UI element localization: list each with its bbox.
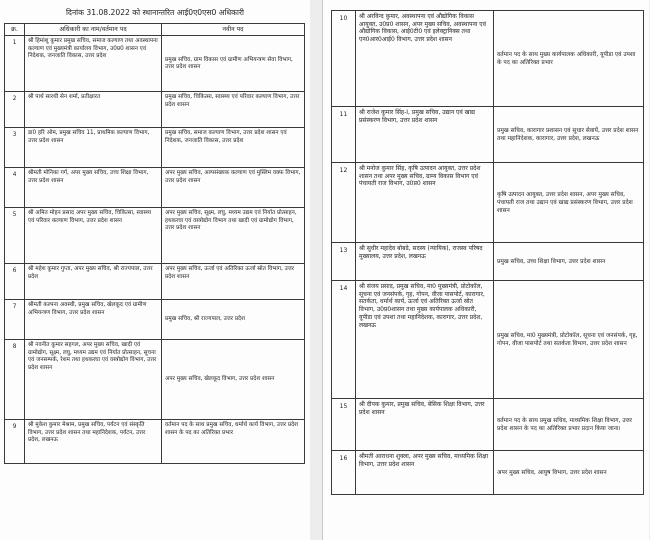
new-post-cell: अपर मुख्य सचिव, खेलकूद विभाग, उत्तर प्रदेश शासन	[162, 340, 305, 420]
table-row	[332, 107, 644, 163]
serial-cell: 16	[332, 451, 356, 495]
serial-cell: 14	[332, 281, 356, 399]
serial-cell: 4	[5, 168, 25, 208]
serial-cell: 12	[332, 163, 356, 243]
new-post-cell: प्रमुख सचिव, समाज कल्याण विभाग, उत्तर प्रदेश शासन एवं निदेशक, जनजाति विकास, उत्तर प्रदेश	[162, 128, 305, 168]
officer-cell: श्रीमती आराधना शुक्ला, अपर मुख्य सचिव, माध्यमिक शिक्षा विभाग, उत्तर प्रदेश शासन	[356, 451, 494, 495]
serial-cell: 2	[5, 92, 25, 128]
header-new-post: नवीन पद	[162, 24, 305, 36]
new-post-cell: अपर मुख्य सचिव, आयुष विभाग, उत्तर प्रदेश शासन	[494, 451, 644, 495]
new-post-cell: प्रमुख सचिव, श्री राज्यपाल, उत्तर प्रदेश	[162, 300, 305, 340]
left-transfer-table	[4, 23, 305, 464]
header-officer: अधिकारी का नाम/वर्तमान पद	[25, 24, 162, 36]
serial-cell: 3	[5, 128, 25, 168]
serial-cell: 15	[332, 399, 356, 451]
officer-cell: श्रीमती कल्पना अवस्थी, प्रमुख सचिव, खेलकूद एवं ग्रामीण अभियन्त्रण विभाग, उत्तर प्रदेश शासन	[25, 300, 162, 340]
new-post-cell: प्रमुख सचिव, चिकित्सा, स्वास्थ्य एवं परिवार कल्याण विभाग, उत्तर प्रदेश शासन	[162, 92, 305, 128]
table-row	[332, 281, 644, 399]
officer-cell: श्री महेश कुमार गुप्ता, अपर मुख्य सचिव, श्री राज्यपाल, उत्तर प्रदेश	[25, 264, 162, 300]
table-row	[5, 300, 305, 340]
table-row	[5, 208, 305, 264]
table-row	[5, 340, 305, 420]
new-post-cell: वर्तमान पद के साथ मुख्य कार्यपालक अधिकारी, यूपीडा एवं उपशा के पद का अतिरिक्त प्रभार	[494, 11, 644, 107]
new-post-cell: अपर मुख्य सचिव, सूक्ष्म, लघु, मध्यम उद्यम एवं निर्यात प्रोत्साहन, हथकरघा एवं वस्त्रोद्योग विभाग तथा खादी एवं ग्रामोद्योग विभाग, उत्तर प्रदेश शासन	[162, 208, 305, 264]
serial-cell: 6	[5, 264, 25, 300]
table-row	[332, 451, 644, 495]
table-header-row	[5, 24, 305, 36]
serial-cell: 11	[332, 107, 356, 163]
table-row	[5, 420, 305, 464]
serial-cell: 8	[5, 340, 25, 420]
right-document-page	[322, 0, 649, 540]
officer-cell: डा0 हरि ओम, प्रमुख सचिव 11, प्राथमिक कल्याण विभाग, उत्तर प्रदेश शासन	[25, 128, 162, 168]
new-post-cell: वर्तमान पद के साथ प्रमुख सचिव, धर्मार्थ कार्य विभाग, उत्तर प्रदेश शासन के पद का अतिरिक्त प्रभार	[162, 420, 305, 464]
document-title: दिनांक 31.08.2022 को स्थानान्तरित आई0ए0एस0 अधिकारी	[65, 8, 245, 17]
new-post-cell: वर्तमान पद के साथ प्रमुख सचिव, माध्यमिक शिक्षा विभाग, उत्तर प्रदेश शासन के पद का अतिरिक्त प्रभार प्रदान किया जाना।	[494, 399, 644, 451]
serial-cell: 5	[5, 208, 25, 264]
new-post-cell: अपर मुख्य सचिव, ऊर्जा एवं अतिरिक्त ऊर्जा स्रोत विभाग, उत्तर प्रदेश शासन	[162, 264, 305, 300]
new-post-cell: कृषि उत्पादन आयुक्त, उत्तर प्रदेश शासन, अपर मुख्य सचिव, पंचायती राज तथा उद्यान एवं खाद्य प्रसंस्करण विभाग, उत्तर प्रदेश शासन	[494, 163, 644, 243]
officer-cell: श्री दीपक कुमार, प्रमुख सचिव, बेसिक शिक्षा विभाग, उत्तर प्रदेश शासन	[356, 399, 494, 451]
right-transfer-table	[331, 10, 644, 495]
officer-cell: श्री पार्थ सारथी सेन शर्मा, प्रतीक्षारत	[25, 92, 162, 128]
officer-cell: श्री राजेश कुमार सिंह-I, प्रमुख सचिव, उद्यान एवं खाद्य प्रसंस्करण विभाग, उत्तर प्रदेश शासन	[356, 107, 494, 163]
officer-cell: श्री नवनीत कुमार सहगल, अपर मुख्य सचिव, खादी एवं ग्रामोद्योग, सूक्ष्म, लघु, मध्यम उद्यम एवं निर्यात प्रोत्साहन, सूचना एवं जनसम्पर्क, रेशम तथा हथकरघा एवं वस्त्रोद्योग विभाग, उत्तर प्रदेश शासन	[25, 340, 162, 420]
table-row	[5, 36, 305, 92]
table-row	[5, 264, 305, 300]
table-row	[5, 128, 305, 168]
serial-cell: 13	[332, 243, 356, 281]
table-row	[332, 243, 644, 281]
table-row	[332, 11, 644, 107]
table-row	[332, 399, 644, 451]
table-row	[5, 92, 305, 128]
officer-cell: श्री संजय प्रसाद, प्रमुख सचिव, मा0 मुख्यमंत्री, प्रोटोकॉल, सूचना एवं जनसंपर्क, गृह, गोपन, वीजा पासपोर्ट, कारागार, सतर्कता, धर्मार्थ कार्य, ऊर्जा एवं अतिरिक्त ऊर्जा स्रोत विभाग, उ0प्र0शासन तथा मुख्य कार्यपालक अधिकारी, यूपीडा एवं उपशा तथा महानिदेशक, कारागार, उत्तर प्रदेश, लखनऊ	[356, 281, 494, 399]
serial-cell: 7	[5, 300, 25, 340]
new-post-cell: प्रमुख सचिव, उच्च शिक्षा विभाग, उत्तर प्रदेश शासन	[494, 243, 644, 281]
officer-cell: श्रीमती मोनिका गर्ग, अपर मुख्य सचिव, उच्च शिक्षा विभाग, उत्तर प्रदेश शासन	[25, 168, 162, 208]
new-post-cell: प्रमुख सचिव, ग्राम विकास एवं ग्रामीण अभियन्त्रण सेवा विभाग, उत्तर प्रदेश शासन	[162, 36, 305, 92]
serial-cell: 1	[5, 36, 25, 92]
left-document-page	[0, 0, 310, 540]
serial-cell: 10	[332, 11, 356, 107]
new-post-cell: अपर मुख्य सचिव, अल्पसंख्यक कल्याण एवं मुस्लिम वक्फ विभाग, उत्तर प्रदेश शासन	[162, 168, 305, 208]
officer-cell: श्री सुधीर महादेव बोबडे, सदस्य (न्यायिक), राजस्व परिषद मुख्यालय, उत्तर प्रदेश, लखनऊ	[356, 243, 494, 281]
officer-cell: श्री अमित मोहन प्रसाद अपर मुख्य सचिव, चिकित्सा, स्वास्थ्य एवं परिवार कल्याण विभाग, उत्तर प्रदेश शासन	[25, 208, 162, 264]
officer-cell: श्री मनोज कुमार सिंह, कृषि उत्पादन आयुक्त, उत्तर प्रदेश शासन तथा अपर मुख्य सचिव, ग्राम्य विकास विभाग एवं पंचायती राज विभाग, उ0प्र0 शासन	[356, 163, 494, 243]
table-row	[5, 168, 305, 208]
officer-cell: श्री हिमांशु कुमार प्रमुख सचिव, समाज कल्याण तथा अवस्थापना कल्याण एवं मुख्यमंत्री कार्यालय विभाग, उ0प्र0 शासन एवं निदेशक, जनजाति विकास, उत्तर प्रदेश	[25, 36, 162, 92]
new-post-cell: प्रमुख सचिव, मा0 मुख्यमंत्री, प्रोटोकॉल, सूचना एवं जनसंपर्क, गृह, गोपन, वीजा पासपोर्ट तथा सतर्कता विभाग, उत्तर प्रदेश शासन	[494, 281, 644, 399]
table-row	[332, 163, 644, 243]
officer-cell: श्री मुकेश कुमार मेश्राम, प्रमुख सचिव, पर्यटन एवं संस्कृति विभाग, उत्तर प्रदेश शासन तथा महानिदेशक, पर्यटन, उत्तर प्रदेश, लखनऊ	[25, 420, 162, 464]
officer-cell: श्री अरविन्द कुमार, अवस्थापना एवं औद्योगिक विकास आयुक्त, उ0प्र0 शासन, अपर मुख्य सचिव, अवस्थापना एवं औद्योगिक विकास, आई0टी0 एवं इलेक्ट्रानिक्स तथा एन0आर0आई0 विभाग, उत्तर प्रदेश शासन	[356, 11, 494, 107]
serial-cell: 9	[5, 420, 25, 464]
new-post-cell: प्रमुख सचिव, कारागार प्रशासन एवं सुधार सेवायें, उत्तर प्रदेश शासन तथा महानिदेशक, कारागार, उत्तर प्रदेश, लखनऊ	[494, 107, 644, 163]
header-serial: क्र.	[5, 24, 25, 36]
